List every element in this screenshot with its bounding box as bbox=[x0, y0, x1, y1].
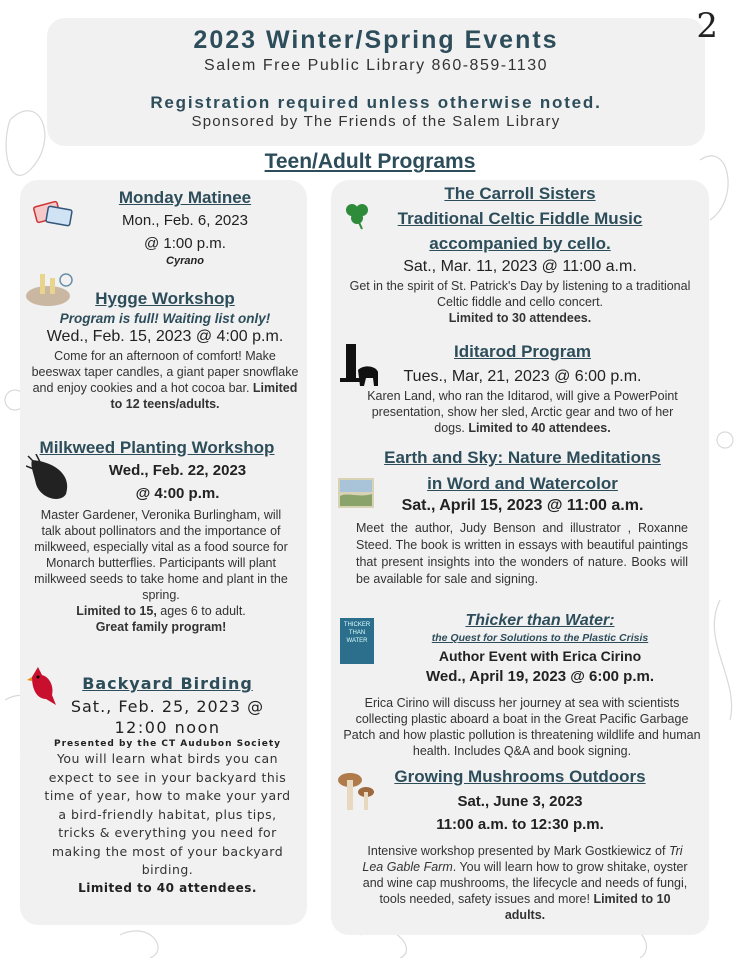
event-title: Hygge Workshop bbox=[95, 289, 235, 308]
event-description: Meet the author, Judy Benson and illustrator , Roxanne Steed. The book is written in essays with beautiful paintings that present insights into the wonders of nature. Books will be available for sale and signing. bbox=[356, 521, 688, 586]
event-title: Backyard Birding bbox=[82, 674, 253, 693]
event-subtitle: the Quest for Solutions to the Plastic Crisis bbox=[431, 632, 649, 644]
event-title-line2: Traditional Celtic Fiddle Music bbox=[397, 209, 643, 228]
event-description: Get in the spirit of St. Patrick's Day by listening to a traditional Celtic fiddle and cello concert. bbox=[349, 279, 691, 309]
attendance-limit: Limited to 12 teens/adults. bbox=[110, 381, 298, 411]
event-title: Iditarod Program bbox=[454, 342, 591, 361]
sponsor-note: Sponsored by The Friends of the Salem Library bbox=[191, 113, 561, 130]
event-title: Milkweed Planting Workshop bbox=[39, 438, 275, 457]
event-date: Sat., Mar. 11, 2023 @ 11:00 a.m. bbox=[403, 258, 637, 275]
attendance-limit: Limited to 10 adults. bbox=[504, 892, 671, 922]
event-type: Author Event with Erica Cirino bbox=[438, 648, 642, 664]
page-number: 2 bbox=[696, 6, 718, 46]
event-title-line1: The Carroll Sisters bbox=[444, 184, 596, 203]
event-title: Growing Mushrooms Outdoors bbox=[394, 767, 646, 786]
milkweed-datetime bbox=[65, 462, 290, 502]
event-date: Wed., Feb. 15, 2023 @ 4:00 p.m. bbox=[46, 328, 284, 345]
event-description: Karen Land, who ran the Iditarod, will give a PowerPoint presentation, show her sled, Arctic gear and two of her dogs. bbox=[367, 389, 678, 435]
event-thicker-than-water bbox=[370, 612, 710, 685]
ticket-icon bbox=[33, 196, 73, 230]
book-cover-thicker-than-water: THICKER THAN WATER bbox=[340, 618, 374, 664]
presenter: Presented by the CT Audubon Society bbox=[53, 739, 281, 749]
event-milkweed-workshop bbox=[22, 438, 292, 458]
milkweed-details bbox=[30, 507, 292, 635]
film-title: Cyrano bbox=[166, 255, 204, 267]
farm-name: Tri Lea Gable Farm bbox=[362, 844, 683, 874]
event-date: Tues., Mar, 21, 2023 @ 6:00 p.m. bbox=[403, 368, 642, 385]
event-time: 11:00 a.m. to 12:30 p.m. bbox=[436, 816, 604, 833]
event-date: Mon., Feb. 6, 2023 bbox=[122, 212, 248, 229]
event-title-line1: Earth and Sky: Nature Meditations bbox=[384, 448, 661, 467]
page-title: 2023 Winter/Spring Events bbox=[193, 26, 559, 54]
event-description: Intensive workshop presented by Mark Gostkiewicz of bbox=[367, 844, 669, 858]
mushroom-description bbox=[360, 843, 690, 923]
event-time: 12:00 noon bbox=[114, 718, 221, 737]
event-growing-mushrooms bbox=[375, 767, 665, 833]
event-carroll-sisters bbox=[340, 184, 700, 326]
waitlist-note: Program is full! Waiting list only! bbox=[59, 311, 271, 326]
registration-note: Registration required unless otherwise noted. bbox=[150, 93, 602, 112]
event-description: Erica Cirino will discuss her journey at sea with scientists collecting plastic aboard a boat in the Great Pacific Garbage Patch and how plastic pollution is threatening wildlife and human health. Includes Q&A and book signing. bbox=[343, 696, 701, 758]
attendance-limit: Limited to 40 attendees. bbox=[468, 421, 611, 435]
event-description: Come for an afternoon of comfort! Make beeswax taper candles, a giant paper snowflake and enjoy cookies and a hot cocoa bar. bbox=[31, 349, 299, 395]
event-monday-matinee bbox=[80, 188, 290, 267]
event-iditarod bbox=[355, 342, 690, 436]
event-date: Wed., April 19, 2023 @ 6:00 p.m. bbox=[425, 668, 655, 685]
attendance-limit: Limited to 40 attendees. bbox=[78, 880, 257, 895]
event-description-cont: . You will learn how to grow shitake, oyster and wine cap mushrooms, the lifecycle and needs of fungi, tools needed, safety issues and more! bbox=[362, 860, 688, 906]
library-contact: Salem Free Public Library 860-859-1130 bbox=[204, 57, 548, 74]
attendance-limit: Limited to 15, bbox=[76, 604, 157, 618]
event-title-line3: accompanied by cello. bbox=[429, 234, 611, 253]
age-range: ages 6 to adult. bbox=[156, 604, 246, 618]
event-date: Sat., Feb. 25, 2023 @ bbox=[70, 697, 265, 716]
event-time: @ 4:00 p.m. bbox=[135, 485, 220, 502]
section-title: Teen/Adult Programs bbox=[264, 150, 476, 173]
event-time: @ 1:00 p.m. bbox=[144, 235, 226, 252]
attendance-limit: Limited to 30 attendees. bbox=[448, 311, 592, 325]
family-note: Great family program! bbox=[95, 620, 227, 634]
event-description: You will learn what birds you can expect to see in your backyard this time of year, how to make your yard a bird-friendly habitat, plus tips, tricks & everything you need for making the most of your backyard birding. bbox=[44, 751, 291, 877]
event-date: Wed., Feb. 22, 2023 bbox=[108, 462, 247, 479]
event-date: Sat., April 15, 2023 @ 11:00 a.m. bbox=[401, 497, 644, 514]
event-description: Master Gardener, Veronika Burlingham, will talk about pollinators and the importance of milkweed, especially vital as a food source for Monarch butterflies. Participants will plant milkweed seeds to take home and plant in the spring. bbox=[34, 508, 288, 602]
event-title: Monday Matinee bbox=[118, 188, 252, 207]
event-title-line2: in Word and Watercolor bbox=[427, 474, 618, 493]
header-panel bbox=[47, 18, 705, 146]
event-earth-and-sky bbox=[355, 448, 690, 515]
mushroom-icon bbox=[336, 770, 376, 820]
event-title: Thicker than Water: bbox=[465, 612, 615, 629]
event-backyard-birding bbox=[40, 674, 295, 895]
event-hygge-workshop bbox=[30, 289, 300, 412]
event-date: Sat., June 3, 2023 bbox=[457, 793, 583, 810]
